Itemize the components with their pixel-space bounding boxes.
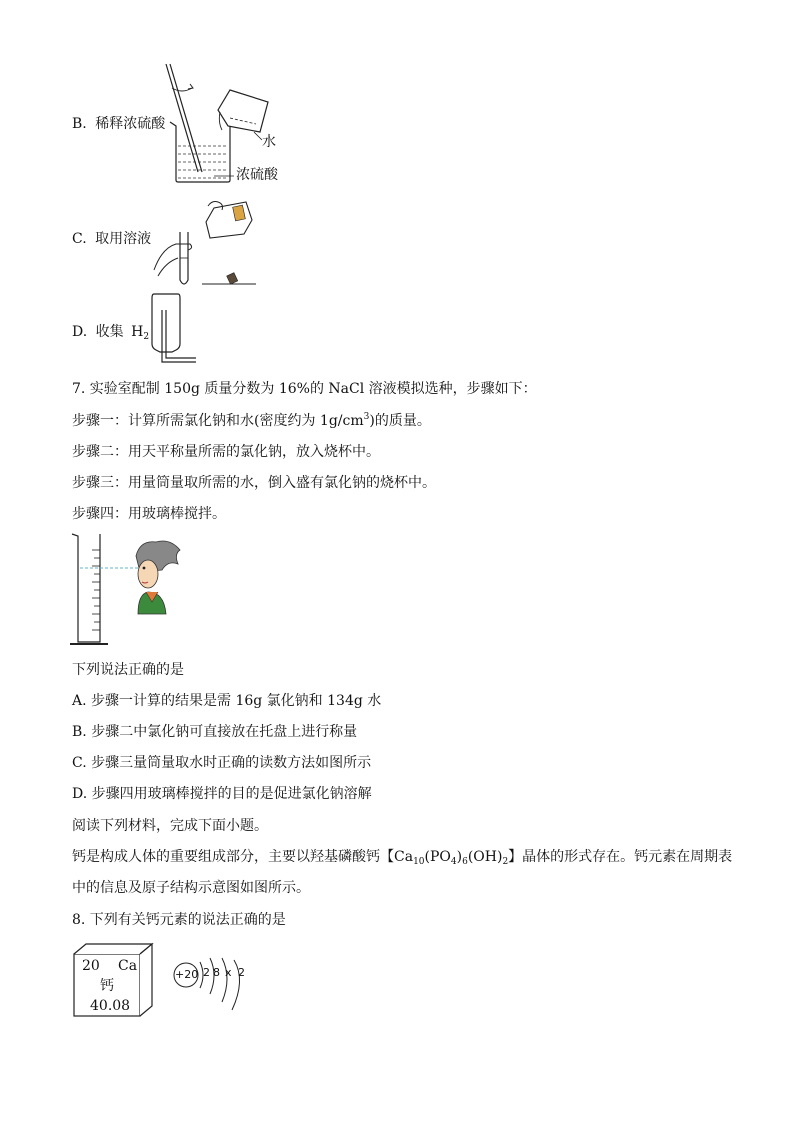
option-d-label [72,323,149,341]
collect-gas-illustration [140,290,210,370]
atom-structure-diagram [170,948,250,1018]
q7-option-c: C. 步骤三量筒量取水时正确的读数方法如图所示 [72,755,372,771]
passage-sub-10: 10 [413,857,425,867]
pour-solution-illustration [148,192,268,292]
option-b-prefix: B. [72,116,87,132]
q7-stem: 7. 实验室配制 150g 质量分数为 16%的 NaCl 溶液模拟选种，步骤如下： [72,381,537,397]
q7-option-d: D. 步骤四用玻璃棒搅拌的目的是促进氯化钠溶解 [72,786,372,802]
option-d-prefix: D. [72,324,88,340]
pouring-beaker [218,90,268,132]
q7-step1-post: )的质量。 [369,413,431,429]
element-number: 20 [82,958,100,974]
shell-count-2: 8 [213,966,220,979]
option-b-text: 稀释浓硫酸 [95,116,166,132]
element-mass: 40.08 [90,998,131,1014]
nucleus-charge: +20 [175,968,199,981]
q7-step2: 步骤二：用天平称量所需的氯化钠，放入烧杯中。 [72,444,380,460]
passage-mid3: (OH) [467,849,503,865]
passage-mid2: ) [456,849,463,865]
shell-count-1: 2 [203,966,210,979]
reagent-bottle [206,202,252,238]
cylinder-reading-illustration [70,530,180,654]
passage-line1-post: 】晶体的形式存在。钙元素在周期表 [508,849,733,865]
option-d-formula-sub: 2 [143,332,150,342]
q7-option-a: A. 步骤一计算的结果是需 16g 氯化钠和 134g 水 [72,693,382,709]
passage-intro: 阅读下列材料，完成下面小题。 [72,818,268,834]
passage-mid1: (PO [424,849,451,865]
beaker [170,122,234,182]
q7-question: 下列说法正确的是 [72,662,184,678]
passage-sub-2: 2 [502,857,509,867]
label-concentrated-acid: 浓硫酸 [236,167,278,183]
passage-line-1 [72,848,732,866]
stopper [227,273,238,285]
shell-3 [222,958,227,1002]
q7-step1-pre: 步骤一：计算所需氯化钠和水(密度约为 1g/cm [72,413,364,429]
glass-rod [166,64,198,172]
label-water: 水 [262,134,276,150]
girl-face [138,560,158,588]
q7-step1 [72,412,431,430]
passage-sub-6: 6 [462,857,468,867]
q7-option-b: B. 步骤二中氯化钠可直接放在托盘上进行称量 [72,724,358,740]
shell-count-3: x [225,966,232,979]
passage-line1-pre: 钙是构成人体的重要组成部分，主要以羟基磷酸钙【Ca [72,849,414,865]
option-c-label [72,230,151,248]
option-c-prefix: C. [72,231,87,247]
element-name: 钙 [100,978,114,994]
shell-count-4: 2 [238,966,245,979]
q7-step1-sup: 3 [363,412,370,422]
element-cell [72,942,156,1018]
passage-sub-4: 4 [450,857,457,867]
option-d-text: 收集 [95,324,124,340]
q7-step4: 步骤四：用玻璃棒搅拌。 [72,506,226,522]
element-symbol: Ca [118,958,138,974]
q8-stem: 8. 下列有关钙元素的说法正确的是 [72,912,286,928]
option-d-formula: H [131,324,144,340]
option-c-text: 取用溶液 [95,231,152,247]
q7-step3: 步骤三：用量筒量取所需的水，倒入盛有氯化钠的烧杯中。 [72,475,436,491]
passage-line-2: 中的信息及原子结构示意图如图所示。 [72,880,310,896]
